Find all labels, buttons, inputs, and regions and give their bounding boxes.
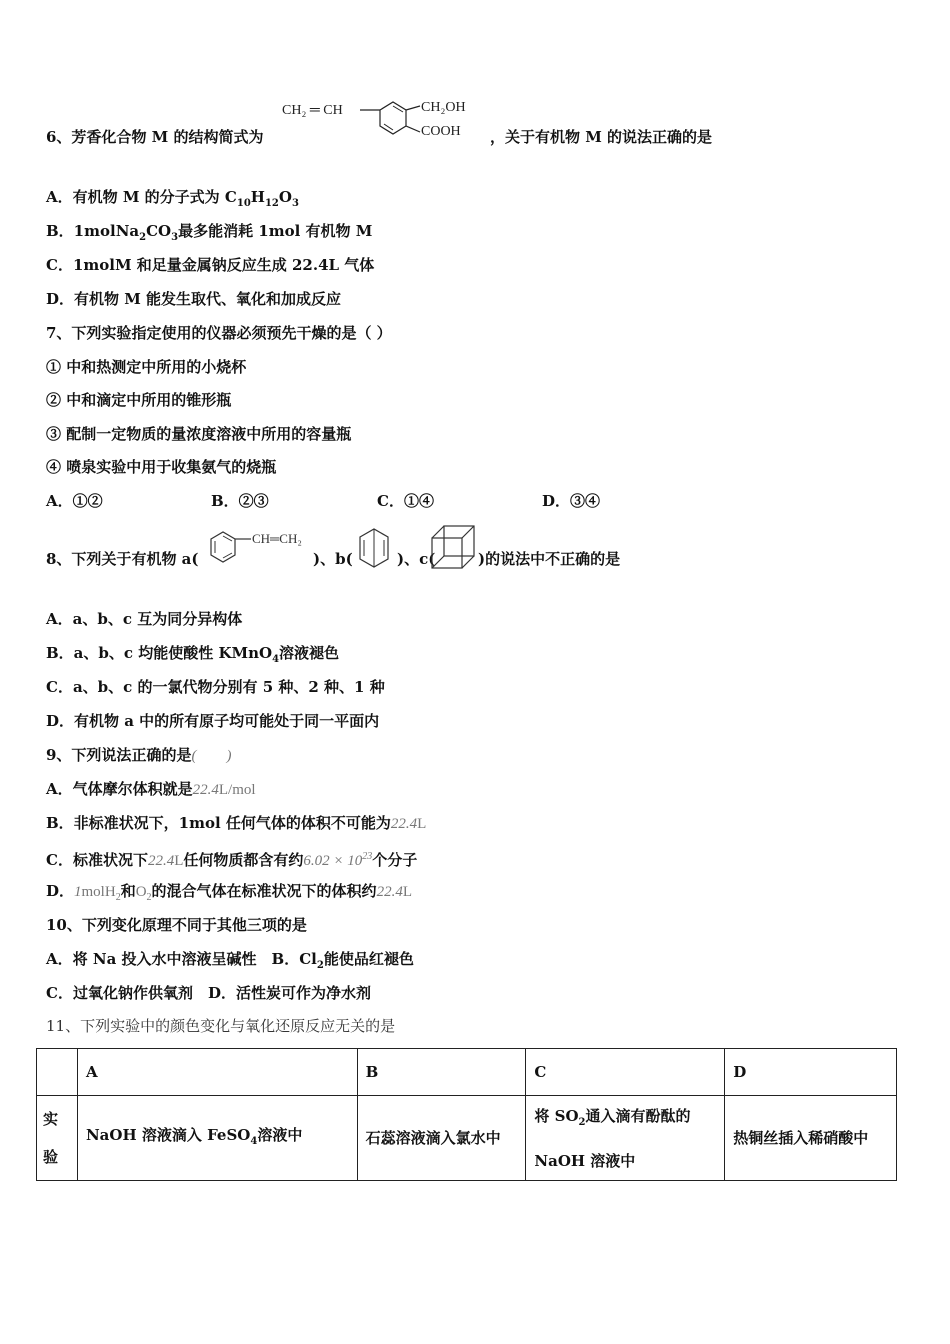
q7-option-c: C．①④ [377,492,434,510]
cell-c: 将 $SO_2$通入滴有酚酞的 NaOH 溶液中 [526,1096,725,1181]
header-cell-empty [37,1049,78,1096]
q7-option-d: D．③④ [542,492,601,510]
q7-item-2: ② 中和滴定中所用的锥形瓶 [46,391,232,409]
q9-option-c: C．标准状况下22.4L任何物质都含有约$6.02 \times 10^{23}$个分子 [46,851,418,869]
q6-vinyl-label: CH₂ ═ CH [282,103,343,118]
q8-stem-b: )、b( [313,550,353,568]
cell-b: 石蕊溶液滴入氯水中 [357,1096,526,1181]
q8-option-a: A．a、b、c 互为同分异构体 [46,610,243,628]
q10-stem: 10、下列变化原理不同于其他三项的是 [46,916,307,934]
q7-item-4: ④ 喷泉实验中用于收集氨气的烧瓶 [46,458,277,476]
q7-item-3: ③ 配制一定物质的量浓度溶液中所用的容量瓶 [46,425,352,443]
q8-structure-c [428,522,480,572]
q6-option-c: C．1molM 和足量金属钠反应生成 22.4L 气体 [46,256,375,274]
q6-option-b: B．$1molNa_2CO_3$最多能消耗 1mol 有机物 M [46,222,373,243]
q8-option-d: D．有机物 a 中的所有原子均可能处于同一平面内 [46,712,380,730]
q9-option-a: A．气体摩尔体积就是22.4L/mol [46,780,256,798]
header-cell-a: A [77,1049,357,1096]
q8-option-c: C．a、b、c 的一氯代物分别有 5 种、2 种、1 种 [46,678,385,696]
q6-option-d: D．有机物 M 能发生取代、氧化和加成反应 [46,290,342,308]
q7-stem: 7、下列实验指定使用的仪器必须预先干燥的是（ ） [46,324,392,342]
q6-stem: 6、芳香化合物 M 的结构简式为 [46,128,264,146]
header-cell-d: D [725,1049,897,1096]
row-label: 实 验 [37,1096,78,1181]
q8-stem-c: )、c( [397,550,436,568]
q7-item-1: ① 中和热测定中所用的小烧杯 [46,358,247,376]
header-cell-c: C [526,1049,725,1096]
table-header-row [37,1049,897,1096]
cell-d: 热铜丝插入稀硝酸中 [725,1096,897,1181]
q6-stem-suffix: ，关于有机物 M 的说法正确的是 [490,128,713,146]
q8-structure-a [206,523,314,571]
q8-structure-b [350,523,398,573]
q6-ch2oh-label: CH₂OH [421,100,466,115]
q10-options-line2: C．过氧化钠作供氧剂 D．活性炭可作为净水剂 [46,984,371,1002]
q6-structure-m [280,95,490,143]
q9-option-d: D．1molH$_2$和$O_2$的混合气体在标准状况下的体积约22.4L [46,882,412,903]
q7-option-b: B．②③ [211,492,269,510]
q9-option-b: B．非标准状况下，1mol 任何气体的体积不可能为22.4L [46,814,427,832]
q8-option-b: B．a、b、c 均能使酸性 KMnO$_4$溶液褪色 [46,644,340,665]
q10-options-line1: A．将 Na 投入水中溶液呈碱性 B．$Cl_2$能使品红褪色 [46,950,414,971]
q8-struct-a-label: CH═CH₂ [252,531,302,546]
q8-stem-a: 8、下列关于有机物 a( [46,550,199,568]
q9-stem: 9、下列说法正确的是( ) [46,746,232,764]
q6-option-a: A．有机物 M 的分子式为 $C_{10}H_{12}O_3$ [46,188,299,209]
table-row [37,1096,897,1181]
q8-stem-end: )的说法中不正确的是 [478,550,621,568]
header-cell-b: B [357,1049,526,1096]
q11-table [36,1048,897,1181]
cell-a: NaOH 溶液滴入 FeSO$_4$溶液中 [77,1096,357,1181]
q7-option-a: A．①② [46,492,103,510]
q6-cooh-label: COOH [421,124,461,139]
q11-stem: 11、下列实验中的颜色变化与氧化还原反应无关的是 [46,1017,396,1035]
